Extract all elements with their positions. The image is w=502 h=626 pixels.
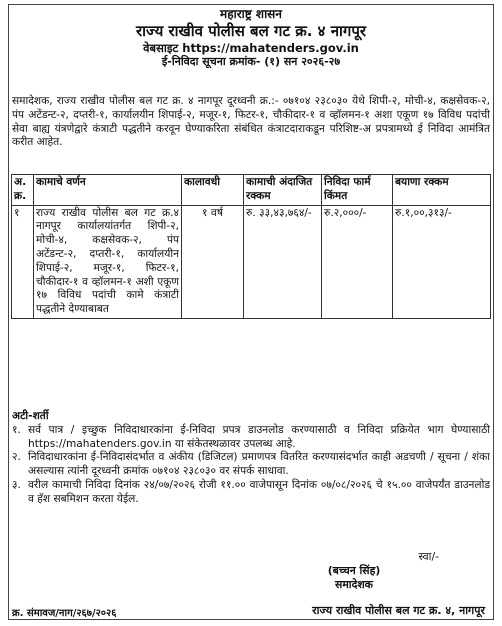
signatory-name: (बच्चन सिंह) — [327, 564, 381, 577]
col-header-desc: कामाचे वर्णन — [34, 175, 182, 206]
term-text: वरील कामाची निविदा दिनांक २४/०७/२०२६ रोजी ११.०० वाजेपासून दिनांक ०७/०८/२०२६ चे १५.०० वाजेपर्यंत डाउनलोड व हॅश सबमिशन करता येईल. — [28, 478, 490, 505]
cell-no: १ — [12, 205, 34, 318]
signatory-title: समादेशक — [335, 578, 373, 591]
list-item — [12, 451, 490, 479]
signed-mark: स्वा/- — [418, 550, 439, 563]
notice-page — [8, 4, 494, 620]
website-line: वेबसाइट https://mahatenders.gov.in — [143, 41, 359, 55]
col-header-cost: कामाची अंदाजित रक्कम — [244, 175, 322, 206]
office-title: राज्य राखीव पोलीस बल गट क्र. ४ नागपूर — [135, 22, 367, 40]
terms-list — [12, 424, 490, 507]
terms-section — [12, 410, 490, 507]
col-header-duration: कालावधी — [182, 175, 244, 206]
tender-table — [11, 174, 491, 319]
terms-title: अटी-शर्ती — [12, 410, 49, 422]
col-header-fee: निविदा फार्म किंमत — [322, 175, 393, 206]
term-text: निविदाधारकांना ई-निविदासंदर्भात व अंकीय (डिजिटल) प्रमाणपत्र वितरित करण्यासंदर्भात काही अडचणी / सूचना / शंका असल्यास त्यांनी दूरध्वनी क्रमांक ०७१०४ २३८०३० वर संपर्क साधावा. — [28, 451, 490, 478]
intro-paragraph: समादेशक, राज्य राखीव पोलीस बल गट क्र. ४ नागपूर दूरध्वनी क्र.:- ०७१०४ २३८०३० येथे शिपी-२, मोची-४, कक्षसेवक-२, पंप अटेंडन्ट-२, दप्तरी-१, कार्यालयीन शिपाई-२, मजूर-१, फिटर-१, चौकीदार-१ व व्हॉलमन-१ अशा एकूण १७ विविध पदांची सेवा बाह्य यंत्रणेद्वारे कंत्राटी पद्धतीने करवून घेण्याकरिता संबंधित कंत्राटदाराकडून परिशिष्ट-अ प्रपत्रामध्ये ई निविदा आमंत्रित करीत आहेत. — [12, 95, 490, 149]
cell-fee: रु.२,०००/- — [322, 205, 393, 318]
signatory-office: राज्य राखीव पोलीस बल गट क्र. ४, नागपूर — [312, 604, 485, 617]
signature-block — [249, 550, 459, 592]
term-text: सर्व पात्र / इच्छुक निविदाधारकांना ई-निविदा प्रपत्र डाउनलोड करण्यासाठी व निविदा प्रक्रियेत भाग घेण्यासाठी https://mahatenders.gov.in या संकेतस्थळावर उपलब्ध आहे. — [28, 423, 490, 450]
reference-number: क्र. संमावज/नाग/२६७/२०२६ — [12, 608, 117, 619]
cell-desc: राज्य राखीव पोलीस बल गट क्र.४ नागपूर कार्यालयांतर्गत शिपी-२, मोची-४, कक्षसेवक-२, पंप अटेंडन्ट-२, दप्तरी-१, कार्यालयीन शिपाई-२, मजूर-१, फिटर-१, चौकीदार-१ व व्हॉलमन-१ अशी एकूण १७ विविध पदांची कामे कंत्राटी पद्धतीने देण्याबाबत — [34, 205, 182, 318]
list-item — [12, 479, 490, 507]
government-title: महाराष्ट्र शासन — [220, 7, 282, 21]
col-header-no: अ. क्र. — [12, 175, 34, 206]
term-number: २. — [12, 451, 21, 464]
term-number: ३. — [12, 478, 21, 491]
cell-cost: रु. ३३,४३,७६४/- — [244, 205, 322, 318]
term-number: १. — [12, 423, 21, 436]
list-item — [12, 424, 490, 452]
table-row — [12, 205, 491, 318]
table-header-row — [12, 175, 491, 206]
cell-duration: १ वर्ष — [182, 205, 244, 318]
cell-emd: रु.१,००,३१३/- — [393, 205, 491, 318]
col-header-emd: बयाणा रक्कम — [393, 175, 491, 206]
notice-number: ई-निविदा सूचना क्रमांक- (१) सन २०२६-२७ — [161, 55, 341, 68]
